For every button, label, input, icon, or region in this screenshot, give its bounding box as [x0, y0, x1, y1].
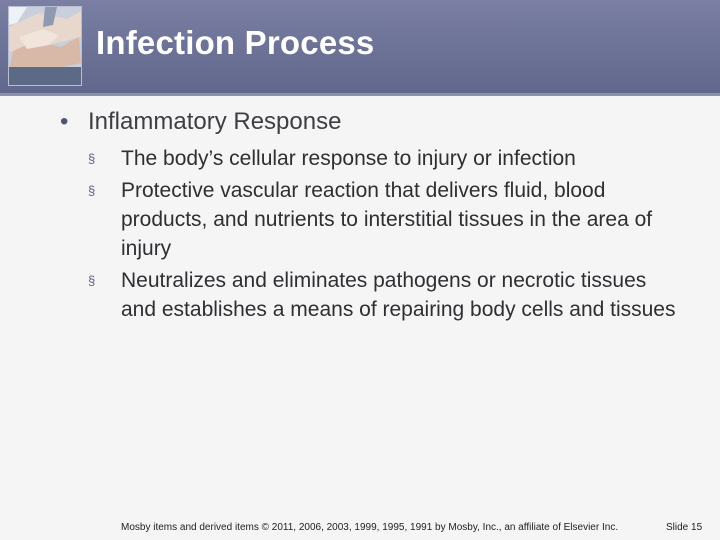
bullet-dot: •: [60, 108, 69, 135]
list-item: [86, 176, 706, 263]
square-bullet-icon: §: [88, 151, 96, 166]
square-bullet-icon: §: [88, 273, 96, 288]
copyright-notice: Mosby items and derived items © 2011, 2006, 2003, 1999, 1995, 1991 by Mosby, Inc., an affiliate of Elsevier Inc.: [121, 522, 619, 533]
footer: [0, 520, 720, 536]
list-item-text: Protective vascular reaction that delivers fluid, blood products, and nutrients to interstitial tissues in the area of injury: [121, 179, 653, 260]
square-bullet-icon: §: [88, 183, 96, 198]
list-item: [86, 144, 706, 173]
slide-number: Slide 15: [666, 522, 703, 533]
page-title: Infection Process: [96, 24, 375, 61]
title-bar: [0, 0, 720, 93]
list-item-text: Neutralizes and eliminates pathogens or necrotic tissues and establishes a means of repairing body cells and tissues: [121, 269, 676, 321]
list-item-text: The body’s cellular response to injury or infection: [121, 147, 576, 170]
header-divider: [0, 93, 720, 96]
heading-bullet-item: [60, 108, 700, 136]
sub-bullet-list: [86, 144, 706, 327]
list-item: [86, 266, 706, 324]
heading-text: Inflammatory Response: [88, 108, 342, 135]
hands-photo-icon: [8, 6, 82, 86]
